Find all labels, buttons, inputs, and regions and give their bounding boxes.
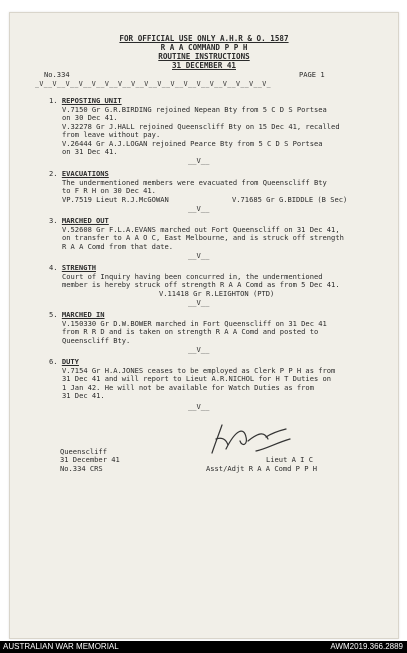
section-title: DUTY xyxy=(61,357,79,366)
archive-name: AUSTRALIAN WAR MEMORIAL xyxy=(3,642,119,651)
section-title: REPOSTING UNIT xyxy=(61,96,122,105)
section-divider: __V__ xyxy=(188,251,210,260)
evacuee-1: VP.7519 Lieut R.J.McGOWAN xyxy=(62,195,169,204)
section-number: 1. xyxy=(49,96,58,105)
section-title: STRENGTH xyxy=(61,263,96,272)
section-line: 31 Dec 41. xyxy=(62,391,105,400)
section-title: EVACUATIONS xyxy=(61,169,109,178)
section-number: 4. xyxy=(49,263,58,272)
section-line: Queenscliff Bty. xyxy=(62,336,131,345)
section-divider: __V__ xyxy=(188,204,210,213)
signoff-reference: No.334 CRS xyxy=(60,464,103,473)
section-line: to F R H on 30 Dec 41. xyxy=(62,186,156,195)
section-line: on 30 Dec 41. xyxy=(62,113,118,122)
section-line: from R R D and is taken on strength R A A Comd and posted to xyxy=(62,327,319,336)
command-heading: R A A COMMAND P P H xyxy=(160,43,248,52)
signoff-date: 31 December 41 xyxy=(60,455,120,464)
instructions-heading: ROUTINE INSTRUCTIONS xyxy=(158,52,250,61)
section-line: 31 Dec 41 and will report to Lieut A.R.NICHOL for H T Duties on xyxy=(62,374,332,383)
section-line: V.26444 Gr A.J.LOGAN rejoined Pearce Bty from 5 C D S Portsea xyxy=(62,139,323,148)
section-line: 1 Jan 42. He will not be available for Watch Duties as from xyxy=(62,383,314,392)
section-divider: __V__ xyxy=(188,298,210,307)
section-line: V.7154 Gr H.A.JONES ceases to be employed as Clerk P P H as from xyxy=(62,366,336,375)
signatory-rank: Lieut A I C xyxy=(266,455,313,464)
reference-number: No.334 xyxy=(44,70,70,79)
document-page xyxy=(9,12,399,639)
section-number: 6. xyxy=(49,357,58,366)
evacuee-2: V.71685 Gr G.BIDDLE (B Sec) xyxy=(232,195,348,204)
separator-row: _V__V__V__V__V__V__V__V__V__V__V__V__V__V__V__V__V__V_ xyxy=(35,80,271,88)
section-line: V.150330 Gr D.W.BOWER marched in Fort Queenscliff on 31 Dec 41 xyxy=(62,319,327,328)
section-line: from leave without pay. xyxy=(62,130,161,139)
date-heading: 31 DECEMBER 41 xyxy=(171,61,236,70)
section-line: V.7150 Gr G.R.BIRDING rejoined Nepean Bty from 5 C D S Portsea xyxy=(62,105,327,114)
section-line: on transfer to A A O C, East Melbourne, and is struck off strength xyxy=(62,233,344,242)
section-divider: __V__ xyxy=(188,402,210,411)
archive-footer xyxy=(0,641,407,653)
struck-off-member: V.11418 Gr R.LEIGHTON (PTD) xyxy=(159,289,275,298)
section-line: The undermentioned members were evacuated from Queenscliff Bty xyxy=(62,178,327,187)
page-number: PAGE 1 xyxy=(299,70,325,79)
section-number: 2. xyxy=(49,169,58,178)
section-divider: __V__ xyxy=(188,156,210,165)
section-line: Court of Inquiry having been concurred in, the undermentioned xyxy=(62,272,323,281)
classification-heading: FOR OFFICIAL USE ONLY A.H.R & O. 1587 xyxy=(119,34,289,43)
section-line: on 31 Dec 41. xyxy=(62,147,118,156)
section-line: V.52608 Gr F.L.A.EVANS marched out Fort Queenscliff on 31 Dec 41, xyxy=(62,225,340,234)
section-line: R A A Comd from that date. xyxy=(62,242,174,251)
section-title: MARCHED IN xyxy=(61,310,105,319)
section-title: MARCHED OUT xyxy=(61,216,109,225)
section-line: member is hereby struck off strength R A A Comd as from 5 Dec 41. xyxy=(62,280,340,289)
signoff-place: Queenscliff xyxy=(60,447,107,456)
section-divider: __V__ xyxy=(188,345,210,354)
archive-accession-number: AWM2019.366.2889 xyxy=(330,642,403,651)
section-line: V.32278 Gr J.HALL rejoined Queenscliff Bty on 15 Dec 41, recalled xyxy=(62,122,340,131)
section-number: 5. xyxy=(49,310,58,319)
handwritten-signature xyxy=(206,419,296,459)
signatory-appointment: Asst/Adjt R A A Comd P P H xyxy=(206,464,318,473)
section-number: 3. xyxy=(49,216,58,225)
